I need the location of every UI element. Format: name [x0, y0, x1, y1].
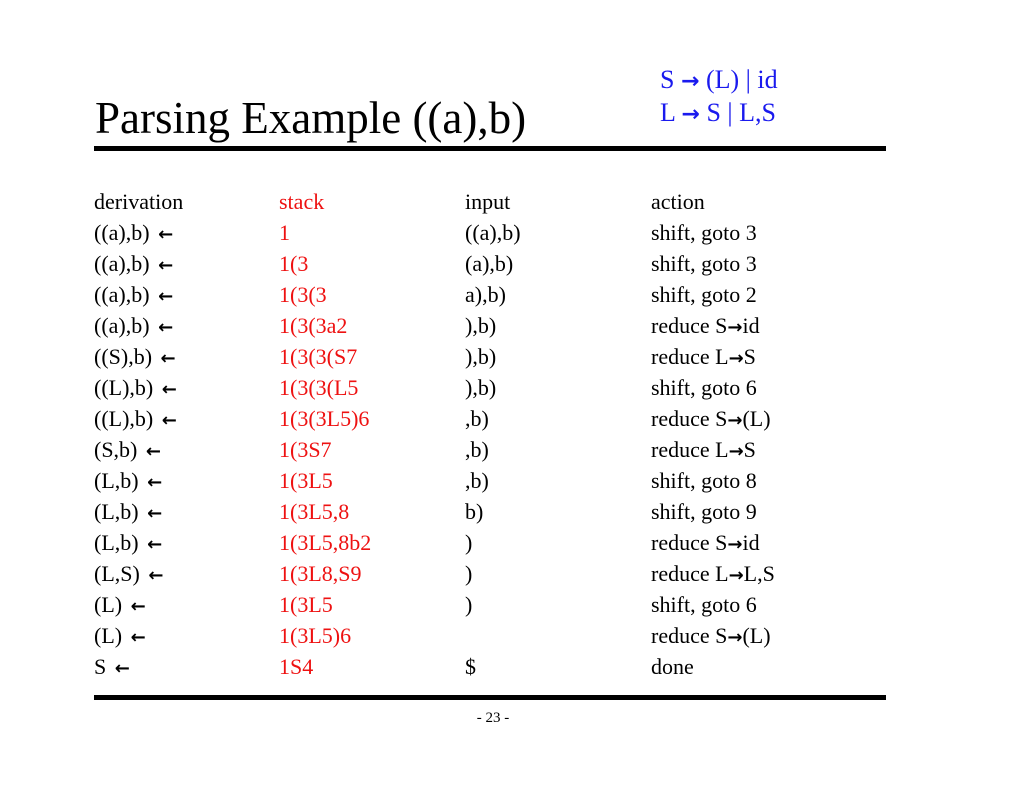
right-arrow-icon: → [681, 101, 700, 127]
derivation-text: ((a),b) [94, 282, 150, 307]
grammar-rule-s [660, 64, 778, 97]
input-cell: ) [465, 592, 473, 617]
derivation-cell [94, 434, 161, 467]
input-cell: a),b) [465, 282, 506, 307]
input-cell: ) [465, 530, 473, 555]
rule-rhs: (L) | id [705, 65, 778, 94]
derivation-cell [94, 496, 162, 529]
derivation-text: ((a),b) [94, 220, 150, 245]
stack-cell: 1(3(3L5)6 [279, 406, 370, 431]
left-arrow-icon: ← [160, 348, 176, 369]
left-arrow-icon: ← [147, 472, 163, 493]
derivation-text: ((L),b) [94, 375, 154, 400]
left-arrow-icon: ← [148, 565, 164, 586]
derivation-text: ((a),b) [94, 251, 150, 276]
grammar-rule-l [660, 97, 778, 130]
right-arrow-icon: → [727, 627, 743, 648]
stack-cell: 1(3L5,8 [279, 499, 350, 524]
input-cell: b) [465, 499, 484, 524]
action-cell: shift, goto 9 [651, 499, 757, 524]
stack-cell: 1(3L8,S9 [279, 561, 362, 586]
rule-rhs: S | L,S [706, 98, 776, 127]
stack-cell: 1S4 [279, 654, 314, 679]
left-arrow-icon: ← [158, 224, 174, 245]
right-arrow-icon: → [727, 410, 743, 431]
stack-cell: 1(3L5 [279, 468, 333, 493]
action-cell: reduce L→S [651, 437, 756, 462]
header-stack: stack [279, 189, 325, 214]
action-cell: reduce L→S [651, 344, 756, 369]
right-arrow-icon: → [727, 317, 743, 338]
input-cell: ),b) [465, 344, 497, 369]
input-cell: ),b) [465, 313, 497, 338]
stack-cell: 1(3(3(L5 [279, 375, 359, 400]
derivation-text: (L) [94, 623, 123, 648]
derivation-cell [94, 341, 176, 374]
left-arrow-icon: ← [147, 534, 163, 555]
stack-cell: 1 [279, 220, 290, 245]
action-cell: shift, goto 8 [651, 468, 757, 493]
input-cell: ) [465, 561, 473, 586]
derivation-cell [94, 372, 177, 405]
header-derivation: derivation [94, 189, 184, 214]
header-action: action [651, 189, 705, 214]
right-arrow-icon: → [727, 534, 743, 555]
action-cell: reduce S→id [651, 530, 760, 555]
action-cell: shift, goto 3 [651, 251, 757, 276]
right-arrow-icon: → [680, 68, 700, 94]
rule-lhs: S [660, 65, 675, 94]
stack-cell: 1(3L5)6 [279, 623, 352, 648]
stack-cell: 1(3(3 [279, 282, 327, 307]
stack-cell: 1(3(3(S7 [279, 344, 358, 369]
derivation-text: (L,b) [94, 499, 139, 524]
stack-cell: 1(3 [279, 251, 309, 276]
derivation-text: ((S),b) [94, 344, 153, 369]
left-arrow-icon: ← [158, 255, 174, 276]
derivation-text: (L,b) [94, 468, 139, 493]
input-cell: ,b) [465, 406, 489, 431]
left-arrow-icon: ← [161, 379, 177, 400]
left-arrow-icon: ← [147, 503, 163, 524]
left-arrow-icon: ← [130, 627, 146, 648]
input-cell: $ [465, 654, 476, 679]
slide-title: Parsing Example ((a),b) [95, 93, 527, 143]
derivation-cell [94, 558, 163, 591]
input-cell: ,b) [465, 468, 489, 493]
grammar-rules [660, 64, 778, 130]
page-number: - 23 - [476, 710, 510, 726]
derivation-cell [94, 527, 162, 560]
derivation-text: (L,S) [94, 561, 140, 586]
action-cell: shift, goto 3 [651, 220, 757, 245]
stack-cell: 1(3S7 [279, 437, 332, 462]
input-cell: ((a),b) [465, 220, 521, 245]
action-cell: reduce L→L,S [651, 561, 775, 586]
bottom-divider [94, 695, 886, 700]
left-arrow-icon: ← [161, 410, 177, 431]
action-cell: done [651, 654, 694, 679]
stack-cell: 1(3L5 [279, 592, 333, 617]
stack-cell: 1(3L5,8b2 [279, 530, 372, 555]
derivation-text: ((a),b) [94, 313, 150, 338]
derivation-cell [94, 248, 173, 281]
rule-lhs: L [660, 98, 675, 127]
derivation-text: ((L),b) [94, 406, 154, 431]
input-cell: ,b) [465, 437, 489, 462]
top-divider [94, 146, 886, 151]
action-cell: reduce S→id [651, 313, 760, 338]
right-arrow-icon: → [728, 441, 744, 462]
derivation-cell [94, 620, 146, 653]
action-cell: reduce S→(L) [651, 406, 771, 431]
left-arrow-icon: ← [114, 658, 130, 679]
derivation-cell [94, 589, 146, 622]
derivation-cell [94, 403, 177, 436]
input-cell: (a),b) [465, 251, 514, 276]
derivation-cell [94, 217, 173, 250]
derivation-text: (L,b) [94, 530, 139, 555]
stack-cell: 1(3(3a2 [279, 313, 348, 338]
left-arrow-icon: ← [158, 286, 174, 307]
right-arrow-icon: → [728, 565, 744, 586]
left-arrow-icon: ← [145, 441, 161, 462]
action-cell: reduce S→(L) [651, 623, 771, 648]
action-cell: shift, goto 6 [651, 592, 757, 617]
header-input: input [465, 189, 511, 214]
derivation-text: S [94, 654, 107, 679]
derivation-text: (L) [94, 592, 123, 617]
input-cell: ),b) [465, 375, 497, 400]
right-arrow-icon: → [728, 348, 744, 369]
derivation-cell [94, 279, 173, 312]
derivation-text: (S,b) [94, 437, 138, 462]
action-cell: shift, goto 2 [651, 282, 757, 307]
left-arrow-icon: ← [158, 317, 174, 338]
derivation-cell [94, 465, 162, 498]
derivation-cell [94, 651, 130, 684]
derivation-cell [94, 310, 173, 343]
action-cell: shift, goto 6 [651, 375, 757, 400]
left-arrow-icon: ← [130, 596, 146, 617]
